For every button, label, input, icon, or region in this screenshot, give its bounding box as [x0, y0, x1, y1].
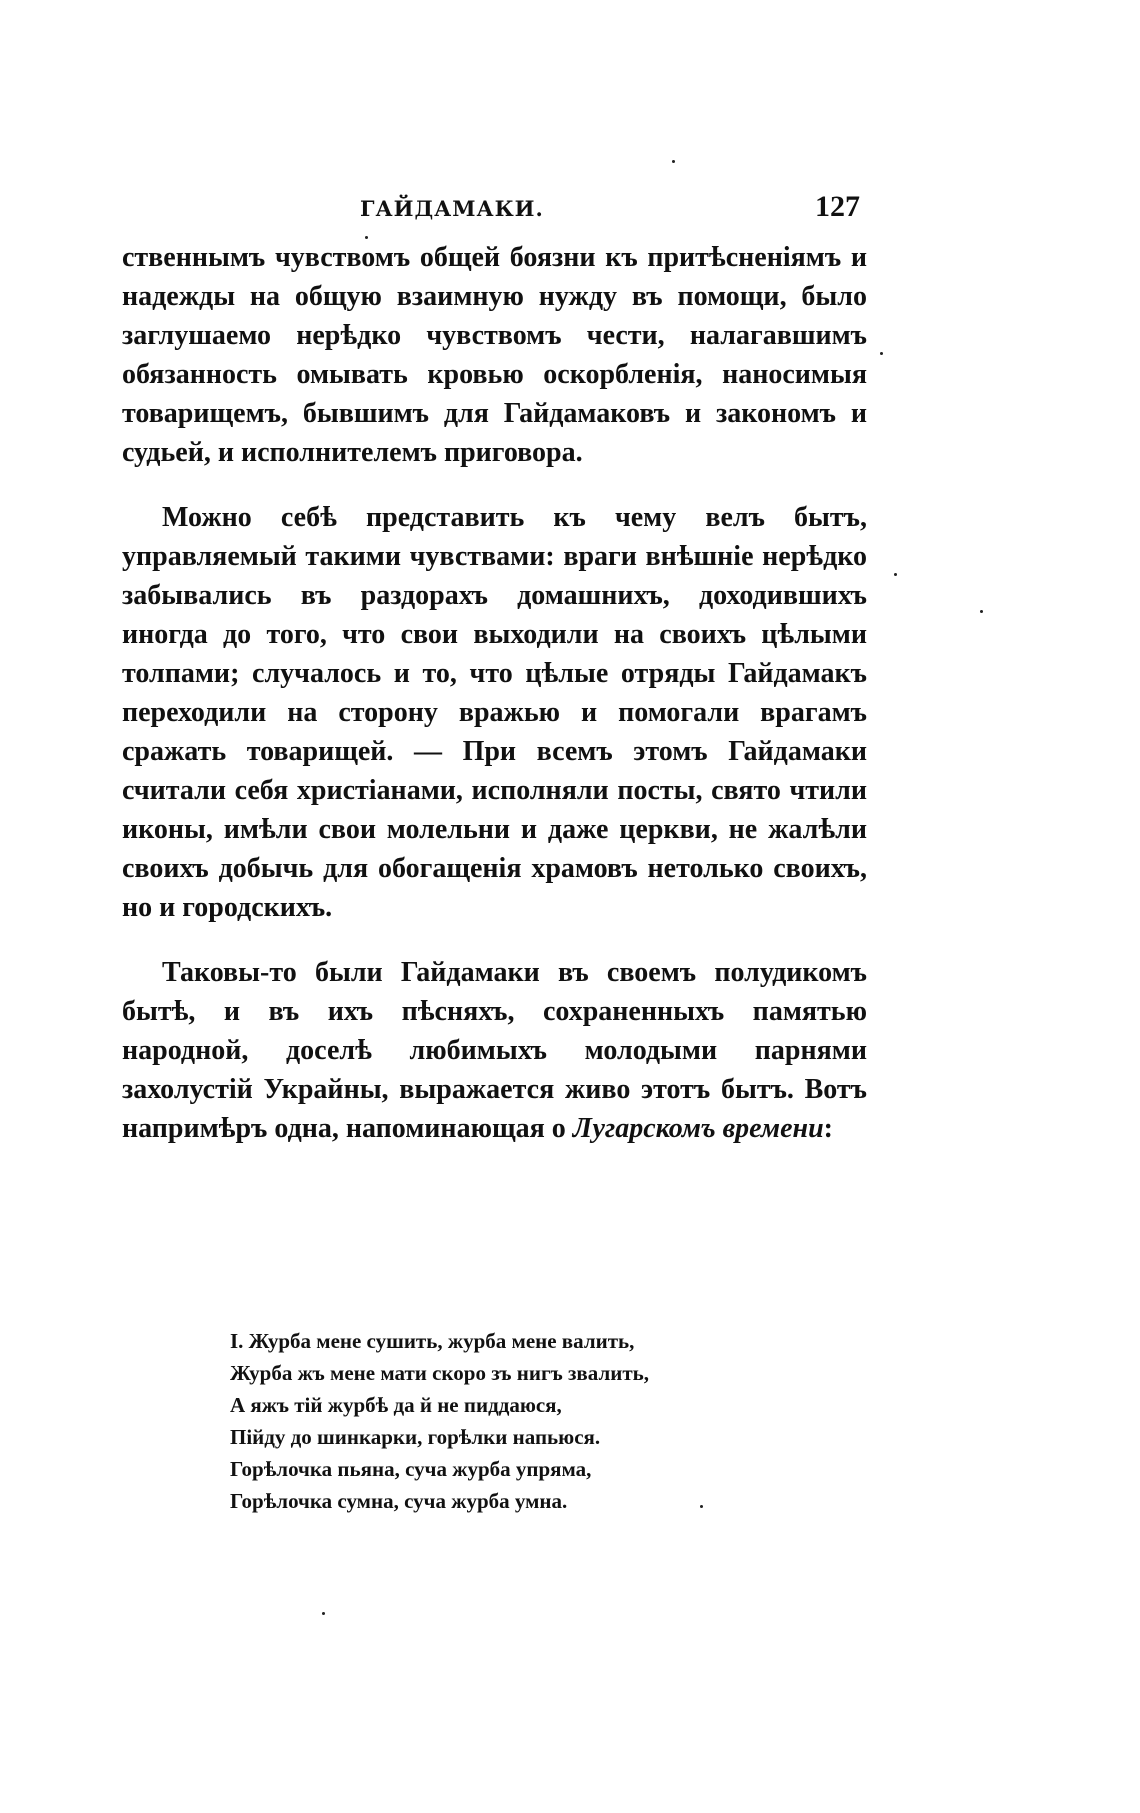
page-number: 127	[815, 190, 860, 223]
paragraph-1: ственнымъ чувствомъ общей боязни къ притѣсненiямъ и надежды на общую взаимную нужду въ помощи, было заглушаемо нерѣдко чувствомъ чести, налагавшимъ обязанность омывать кровью оскорбленiя, наносимыя товарищемъ, бывшимъ для Гайдамаковъ и закономъ и судьей, и исполнителемъ приговора.	[122, 242, 867, 468]
paragraph-3-text: Таковы-то были Гайдамаки въ своемъ полудикомъ бытѣ, и въ ихъ пѣсняхъ, сохраненныхъ памятью народной, доселѣ любимыхъ молодыми парнями захолустiй Украйны, выражается живо этотъ бытъ. Вотъ напримѣръ одна, напоминающая о	[122, 957, 867, 1144]
scan-speck	[880, 352, 883, 355]
scan-speck	[894, 573, 897, 576]
verse-line: Пiйду до шинкарки, горѣлки напьюся.	[230, 1425, 601, 1449]
scan-speck	[700, 1505, 703, 1508]
verse-line: Журба жъ мене мати скоро зъ нигъ звалить,	[230, 1361, 650, 1385]
verse-block	[230, 1325, 790, 1517]
verse-line: Горѣлочка сумна, суча журба умна.	[230, 1489, 568, 1513]
italic-phrase: Лугарскомъ времени	[572, 1113, 824, 1144]
scan-speck	[365, 236, 368, 239]
verse-line: I. Журба мене сушить, журба мене валить,	[230, 1329, 635, 1353]
page-header	[360, 190, 860, 230]
paragraph-2: Можно себѣ представить къ чему велъ бытъ, управляемый такими чувствами: враги внѣшнiе нерѣдко забывались въ раздорахъ домашнихъ, доходившихъ иногда до того, что свои выходили на своихъ цѣлыми толпами; случалось и то, что цѣлые отряды Гайдамакъ переходили на сторону вражью и помогали врагамъ сражать товарищей. — При всемъ этомъ Гайдамаки считали себя христiанами, исполняли посты, свято чтили иконы, имѣли свои молельни и даже церкви, не жалѣли своихъ добычь для обогащенiя храмовъ нетолько своихъ, но и городскихъ.	[122, 502, 867, 923]
verse-line: Горѣлочка пьяна, суча журба упряма,	[230, 1457, 592, 1481]
paragraph-3	[122, 953, 867, 1148]
paragraph-3-end: :	[823, 1113, 833, 1144]
verse-line: А яжъ тiй журбѣ да й не пиддаюся,	[230, 1393, 562, 1417]
scan-speck	[980, 610, 983, 613]
running-title: ГАЙДАМАКИ.	[360, 196, 544, 221]
scan-speck	[672, 160, 675, 163]
scan-speck	[322, 1612, 325, 1615]
body-text	[122, 238, 867, 1174]
